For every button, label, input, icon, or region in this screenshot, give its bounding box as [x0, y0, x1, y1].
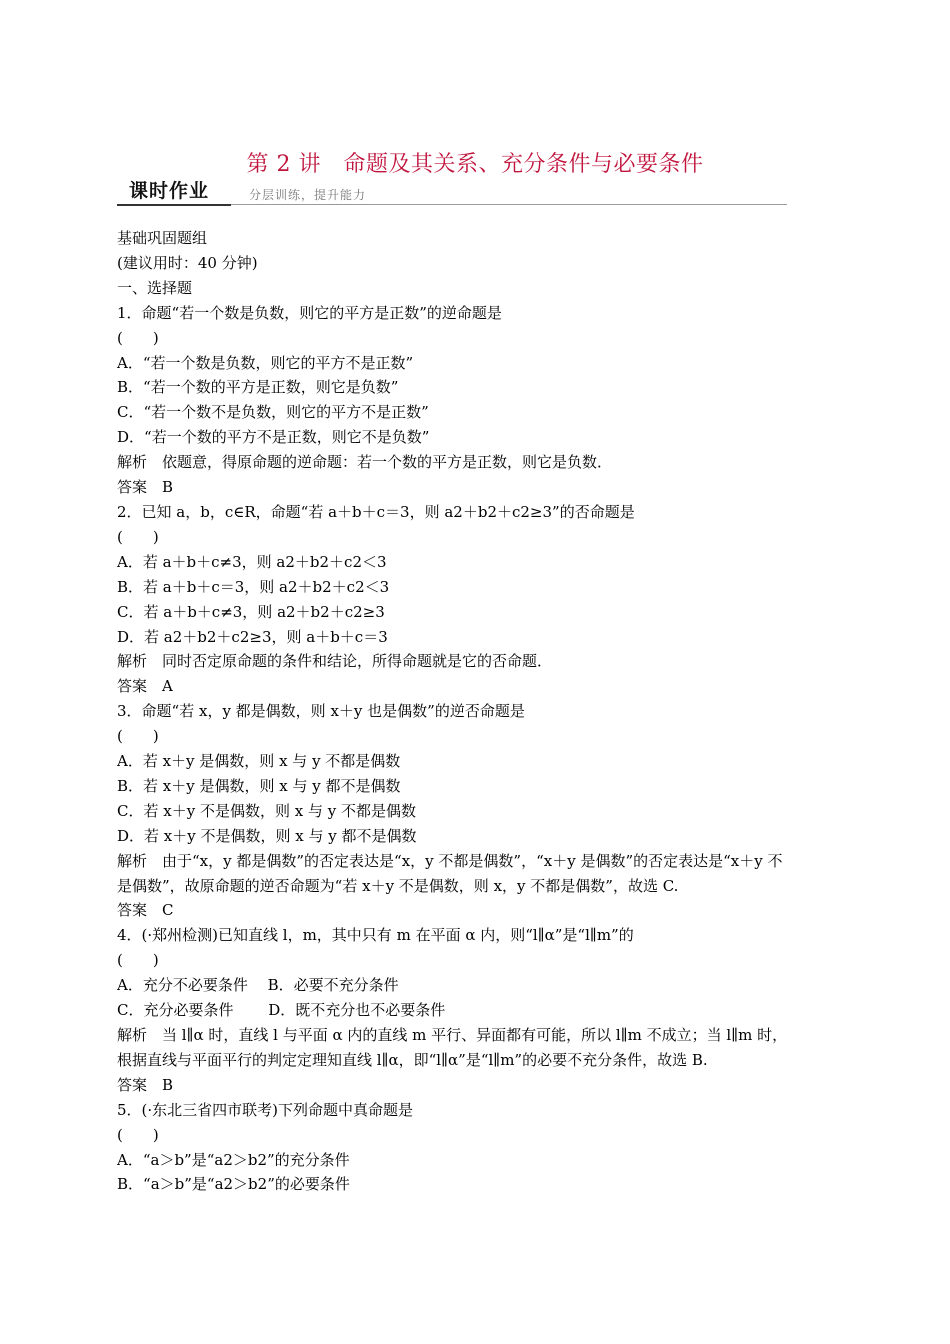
- option-a: A．“a＞b”是“a2＞b2”的充分条件: [117, 1150, 350, 1169]
- explanation: 解析 依题意，得原命题的逆命题：若一个数的平方是正数，则它是负数．: [117, 453, 613, 472]
- option-b: B．若 x＋y 是偶数，则 x 与 y 都不是偶数: [117, 776, 401, 795]
- header-rule-dark: [117, 204, 231, 206]
- explanation-cont: 根据直线与平面平行的判定定理知直线 l∥α，即“l∥α”是“l∥m”的必要不充分条件，故选 B.: [117, 1050, 708, 1069]
- answer-blank: ( ): [117, 527, 159, 546]
- option-c: C．若 a＋b＋c≠3，则 a2＋b2＋c2≥3: [117, 602, 385, 621]
- suggested-time: (建议用时：40 分钟): [117, 253, 258, 272]
- page-title: 第 2 讲 命题及其关系、充分条件与必要条件: [246, 152, 704, 177]
- answer-blank: ( ): [117, 328, 159, 347]
- question-2: 2．已知 a，b，c∈R，命题“若 a＋b＋c＝3，则 a2＋b2＋c2≥3”的否命题是: [117, 502, 635, 521]
- option-a: A．“若一个数是负数，则它的平方不是正数”: [117, 353, 414, 372]
- option-c: C．“若一个数不是负数，则它的平方不是正数”: [117, 403, 429, 422]
- section-heading: 一、选择题: [117, 278, 193, 297]
- option-b: B．若 a＋b＋c＝3，则 a2＋b2＋c2＜3: [117, 577, 390, 596]
- question-3: 3．命题“若 x，y 都是偶数，则 x＋y 也是偶数”的逆否命题是: [117, 702, 525, 721]
- answer: 答案 B: [117, 1075, 174, 1094]
- answer: 答案 C: [117, 901, 174, 920]
- section-subtitle: 分层训练，提升能力: [249, 188, 367, 202]
- answer-blank: ( ): [117, 951, 159, 970]
- option-c: C．若 x＋y 不是偶数，则 x 与 y 不都是偶数: [117, 801, 416, 820]
- option-b: B．“若一个数的平方是正数，则它是负数”: [117, 378, 399, 397]
- section-header: [117, 176, 787, 210]
- section-label: 课时作业: [129, 180, 210, 202]
- option-d: D．“若一个数的平方不是正数，则它不是负数”: [117, 428, 430, 447]
- answer-blank: ( ): [117, 1125, 159, 1144]
- option-a: A．若 a＋b＋c≠3，则 a2＋b2＋c2＜3: [117, 552, 387, 571]
- options-cd: C．充分必要条件 D．既不充分也不必要条件: [117, 1001, 446, 1020]
- option-a: A．若 x＋y 是偶数，则 x 与 y 不都是偶数: [117, 752, 401, 771]
- answer: 答案 B: [117, 478, 174, 497]
- header-rule-light: [231, 204, 787, 205]
- question-5: 5．(·东北三省四市联考)下列命题中真命题是: [117, 1100, 414, 1119]
- option-b: B．“a＞b”是“a2＞b2”的必要条件: [117, 1175, 350, 1194]
- explanation: 解析 同时否定原命题的条件和结论，所得命题就是它的否命题．: [117, 652, 553, 671]
- options-ab: A．充分不必要条件 B．必要不充分条件: [117, 976, 399, 995]
- explanation: 解析 由于“x，y 都是偶数”的否定表达是“x，y 不都是偶数”，“x＋y 是偶数”的否定表达是“x＋y 不: [117, 851, 783, 870]
- option-d: D．若 a2＋b2＋c2≥3，则 a＋b＋c＝3: [117, 627, 388, 646]
- document-body: [117, 226, 839, 1197]
- question-4: 4．(·郑州检测)已知直线 l，m，其中只有 m 在平面 α 内，则“l∥α”是“l∥m”的: [117, 926, 634, 945]
- question-1: 1．命题“若一个数是负数，则它的平方是正数”的逆命题是: [117, 303, 502, 322]
- explanation-cont: 是偶数”，故原命题的逆否命题为“若 x＋y 不是偶数，则 x，y 不都是偶数”，故选 C.: [117, 876, 679, 895]
- group-title: 基础巩固题组: [117, 229, 208, 247]
- explanation: 解析 当 l∥α 时，直线 l 与平面 α 内的直线 m 平行、异面都有可能，所以 l∥m 不成立；当 l∥m 时，: [117, 1026, 788, 1044]
- option-d: D．若 x＋y 不是偶数，则 x 与 y 都不是偶数: [117, 826, 417, 845]
- answer: 答案 A: [117, 677, 173, 696]
- answer-blank: ( ): [117, 727, 159, 746]
